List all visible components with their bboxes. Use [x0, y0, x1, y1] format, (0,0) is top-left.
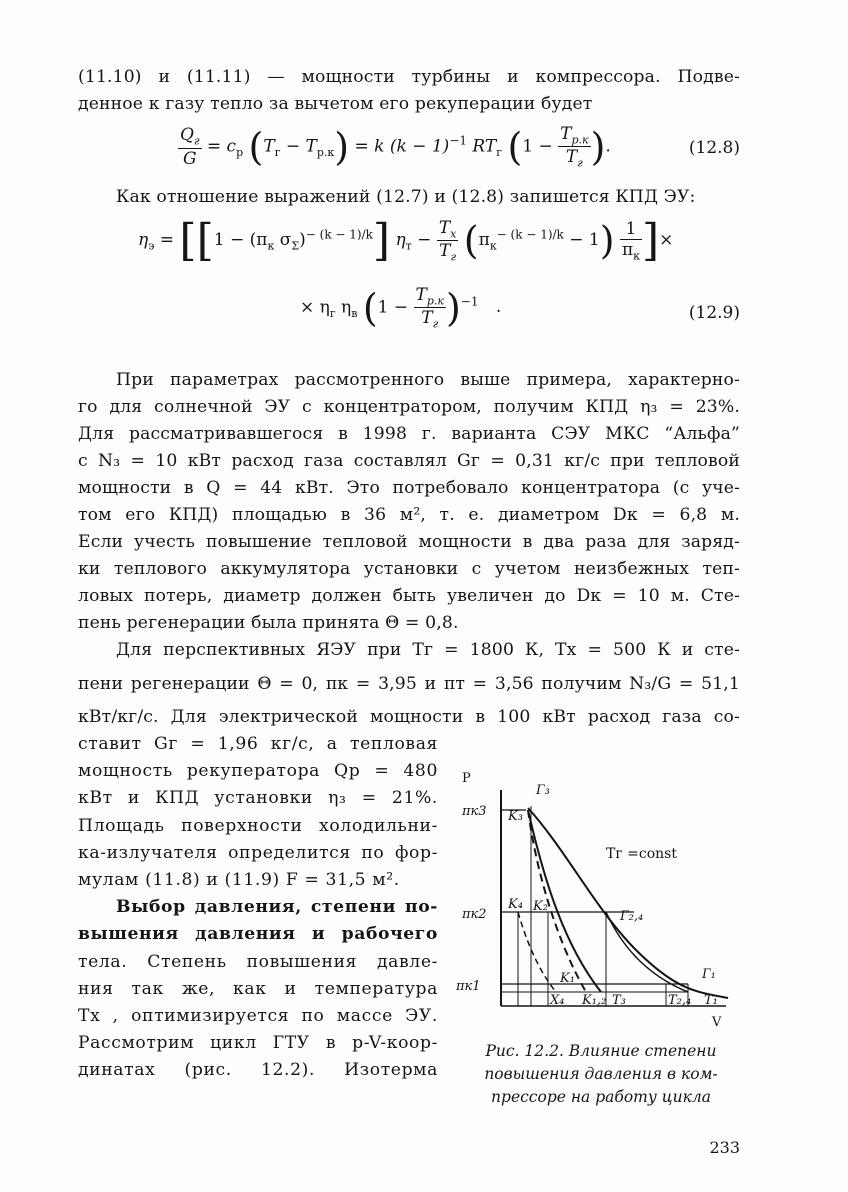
narrow-column: [78, 731, 438, 1085]
figure-caption: Рис. 12.2. Влияние степени повышения давления в ком- прессоре на работу цикла: [484, 1042, 718, 1106]
text-line: тела. Степень повышения давле-: [78, 951, 438, 972]
text-line: Для перспективных ЯЭУ при Tг = 1800 К, Tх = 500 К и сте-: [116, 640, 740, 660]
pk3-label: πк3: [462, 804, 487, 819]
isotherm-note: Tг =const: [606, 846, 677, 862]
text-line: ставит Gг = 1,96 кг/с, а тепловая: [78, 734, 438, 754]
text-line: мулам (11.8) и (11.9) F = 31,5 м².: [78, 870, 400, 891]
t1-label: T₁: [704, 993, 718, 1008]
t3-label: T₃: [612, 993, 626, 1008]
isotherm-curve: [528, 808, 728, 998]
text-line: Если учесть повышение тепловой мощности в два раза для заряд-: [78, 532, 740, 552]
equation-12-9: $\eta_э = [[1 - (\pi_к$ $\sigma_\Sigma)^{- (k - 1)/k}$] $\eta_т$ − $\frac{T_х}{T_г}$ $(\pi_к^{- (k - 1)/k} - 1)$ $\frac{1}{\pi_к}$ ]× × $\eta_г$ $\eta_в$ (1 − $\frac{T_{р.к}}{T_г}$ )$^{-1}$ . (12.9): [138, 215, 740, 331]
k12-label: K₁,₂: [582, 993, 607, 1008]
k1-label: K₁: [560, 971, 575, 986]
k2-label: K₂: [533, 899, 548, 914]
equation-number: (12.8): [688, 138, 740, 158]
text-line: ки теплового аккумулятора установки с учетом неизбежных теп-: [78, 559, 740, 579]
pk1-label: πк1: [456, 979, 481, 994]
t24-label: T₂,₄: [668, 993, 692, 1008]
text-line: (11.10) и (11.11) — мощности турбины и компрессора. Подве-: [78, 67, 740, 87]
text-line: денное к газу тепло за вычетом его рекуперации будет: [78, 94, 593, 114]
text-line: мощность рекуператора Qр = 480: [78, 761, 438, 782]
page-number: 233: [709, 1138, 740, 1157]
equation-number: (12.9): [688, 303, 740, 323]
pk2-label: πк2: [462, 907, 487, 922]
text-line: том его КПД) площадью в 36 м², т. е. диаметром Dк = 6,8 м.: [78, 505, 740, 525]
g1-label: Г₁: [702, 967, 716, 982]
text-line: ка-излучателя определится по фор-: [78, 842, 438, 863]
section-heading: Выбор давления, степени по-: [116, 897, 438, 918]
text-line: динатах (рис. 12.2). Изотерма: [78, 1060, 438, 1081]
x4-label: X₄: [550, 993, 565, 1008]
expansion-curve-g24: [606, 912, 688, 992]
text-line: Рассмотрим цикл ГТУ в p-V-коор-: [78, 1033, 438, 1054]
text-line: ния так же, как и температура: [78, 978, 438, 999]
axis-p-label: P: [462, 771, 471, 786]
text-line: Tх , оптимизируется по массе ЭУ.: [78, 1006, 438, 1027]
g3-label: Г₃: [536, 783, 550, 798]
text-line: пени регенерации Θ = 0, πк = 3,95 и πт = 3,56 получим N₃/G = 51,1: [78, 674, 740, 694]
axis-v-label: V: [712, 1015, 722, 1030]
equation-12-8: $\frac{Q_г}{G}$ = $c_р$ $(T_г - T_{р.к}) = k$ $(k - 1)^{-1}$ $RT_г$ (1 − $\frac{T_{р.к}}{T_г}$ ). (12.8): [180, 124, 740, 170]
text-line: Для рассматривавшегося в 1998 г. варианта СЭУ МКС “Альфа”: [78, 424, 740, 444]
text-line: При параметрах рассмотренного выше примера, характерно-: [116, 370, 740, 390]
text-line: с N₃ = 10 кВт расход газа составлял Gг = 0,31 кг/с при тепловой: [78, 451, 740, 471]
text-line: кВт/кг/с. Для электрической мощности в 100 кВт расход газа со-: [78, 707, 740, 727]
compression-curve-k4: [518, 912, 556, 992]
section-heading: вышения давления и рабочего: [78, 924, 438, 945]
text-line: Площадь поверхности холодильни-: [78, 815, 438, 836]
text-line: го для солнечной ЭУ с концентратором, получим КПД η₃ = 23%.: [78, 397, 740, 417]
g24-label: Г₂,₄: [620, 909, 644, 924]
pv-diagram-figure: [456, 770, 746, 1035]
text-line: пень регенерации была принята Θ = 0,8.: [78, 613, 459, 633]
text-line: ловых потерь, диаметр должен быть увеличен до Dк = 10 м. Сте-: [78, 586, 740, 606]
text-line: кВт и КПД установки η₃ = 21%.: [78, 788, 438, 809]
fraction-q-over-g: $\frac{Q_г}{G}$: [180, 125, 200, 169]
text-line: мощности в Q = 44 кВт. Это потребовало концентратора (с уче-: [78, 478, 740, 498]
text-line: Как отношение выражений (12.7) и (12.8) запишется КПД ЭУ:: [116, 187, 696, 207]
k4-label: K₄: [508, 897, 523, 912]
k3-label: K₃: [508, 809, 523, 824]
